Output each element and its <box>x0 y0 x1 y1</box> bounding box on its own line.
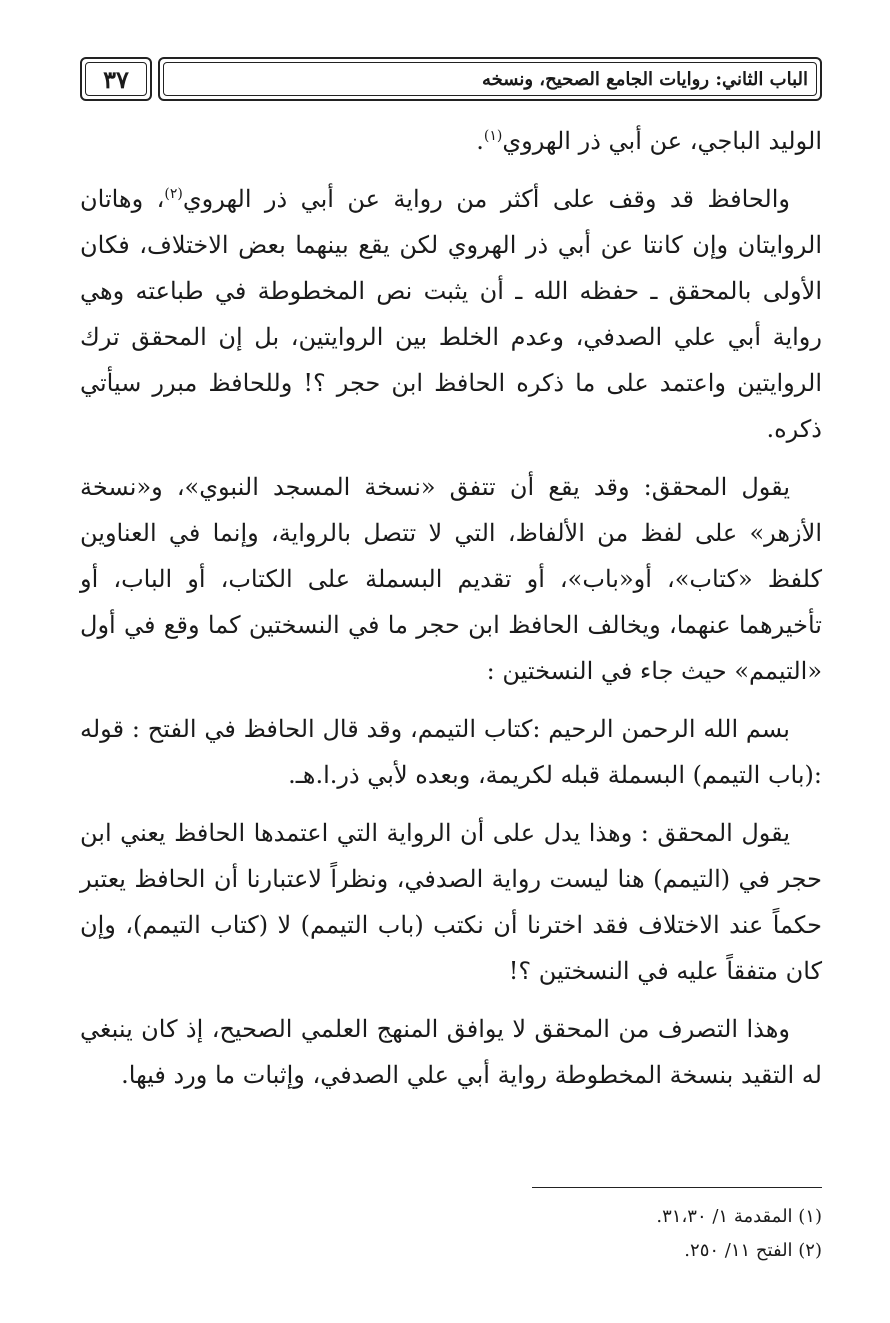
footnote-divider <box>532 1187 822 1188</box>
paragraph-3: يقول المحقق: وقد يقع أن تتفق «نسخة المسجد النبوي»، و«نسخة الأزهر» على لفظ من الألفاظ، التي لا تتصل بالرواية، وإنما في العناوين كلفظ «كتاب»، أو«باب»، أو تقديم البسملة على الكتاب، أو الباب، أو تأخيرهما عنهما، ويخالف الحافظ ابن حجر ما في النسختين كما وقع في أول «التيمم» حيث جاء في النسختين : <box>80 473 822 685</box>
paragraph-6: وهذا التصرف من المحقق لا يوافق المنهج العلمي الصحيح، إذ كان ينبغي له التقيد بنسخة المخطوطة رواية أبي علي الصدفي، وإثبات ما ورد فيها. <box>80 1015 822 1089</box>
running-title: الباب الثاني: روايات الجامع الصحيح، ونسخه <box>158 57 822 101</box>
paragraph-5: يقول المحقق : وهذا يدل على أن الرواية التي اعتمدها الحافظ يعني ابن حجر في (التيمم) هنا ليست رواية الصدفي، ونظراً لاعتبارنا أن الحافظ يعتبر حكماً عند الاختلاف فقد اخترنا أن نكتب (باب التيمم) لا (كتاب التيمم)، وإن كان متفقاً عليه في النسختين ؟! <box>80 819 822 985</box>
body-text <box>80 118 822 1110</box>
page-number: ٣٧ <box>80 57 152 101</box>
footnote-ref-2[interactable]: (٢) <box>164 186 183 202</box>
paragraph-1: الوليد الباجي، عن أبي ذر الهروي$^{(١)}$. <box>476 127 822 155</box>
footnote-1: (١) المقدمة ١/ ٣١،٣٠. <box>656 1206 822 1227</box>
page-header <box>80 55 822 105</box>
quoted-paragraph: بسم الله الرحمن الرحيم :كتاب التيمم، وقد قال الحافظ في الفتح : قوله :(باب التيمم) البسملة قبله لكريمة، وبعده لأبي ذر.ا.هـ. <box>80 715 822 789</box>
paragraph-2: والحافظ قد وقف على أكثر من رواية عن أبي ذر الهروي$^{(٢)}$، وهاتان الروايتان وإن كانتا عن أبي ذر الهروي لكن يقع بينهما بعض الاختلاف، فكان الأولى بالمحقق ـ حفظه الله ـ أن يثبت نص المخطوطة في طباعته وهي رواية أبي علي الصدفي، وعدم الخلط بين الروايتين، بل إن المحقق ترك الروايتين واعتمد على ما ذكره الحافظ ابن حجر ؟! وللحافظ مبرر سيأتي ذكره. <box>80 185 822 443</box>
footnotes <box>80 1200 822 1268</box>
footnote-2: (٢) الفتح ١١/ ٢٥٠. <box>684 1240 822 1261</box>
footnote-ref-1[interactable]: (١) <box>483 128 503 144</box>
